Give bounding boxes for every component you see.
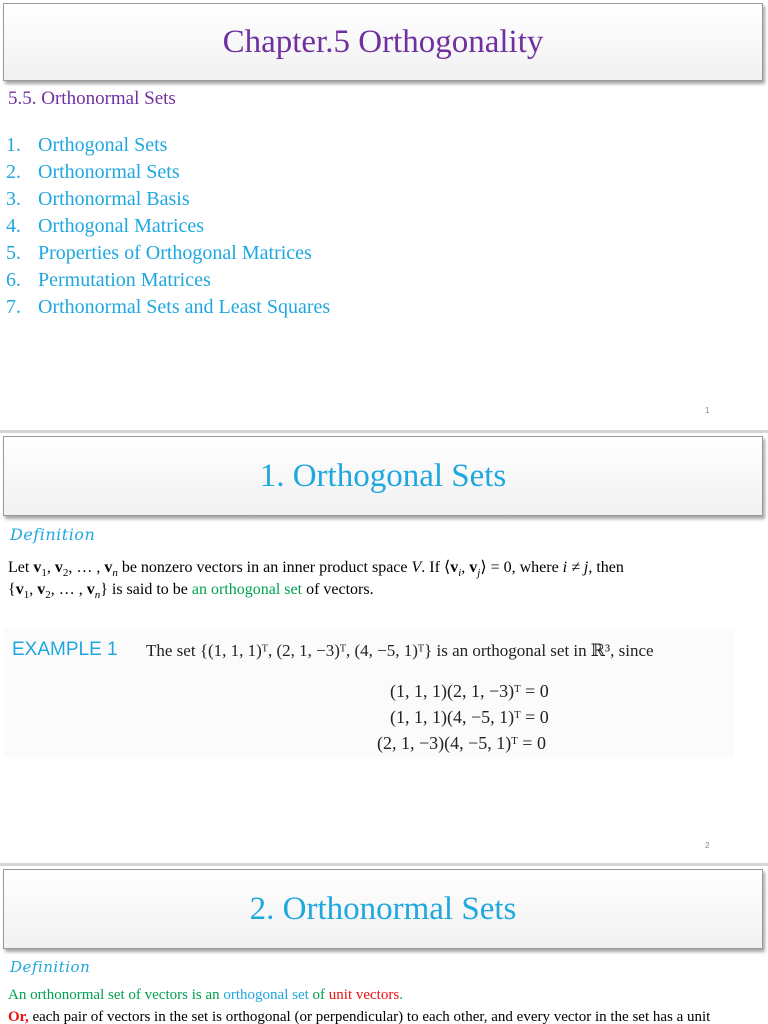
slide-3 bbox=[0, 866, 768, 1024]
definition-label: Definition bbox=[10, 525, 96, 544]
definition-label: Definition bbox=[10, 958, 91, 976]
slide-title-box bbox=[3, 3, 763, 81]
slide-title: 1. Orthogonal Sets bbox=[259, 457, 507, 494]
page-number: 1 bbox=[705, 406, 710, 415]
table-of-contents bbox=[6, 132, 330, 321]
chapter-title: Chapter.5 Orthogonality bbox=[222, 23, 544, 60]
example-box bbox=[4, 629, 734, 757]
orthogonal-set-term: an orthogonal set bbox=[191, 581, 303, 598]
definition-line-1: Let $v_1$, $v_2$, … , $v_n$ be nonzero vectors in an inner product space V. If $⟨v_i$, $v_j⟩ = 0$, where i ≠ j, then bbox=[8, 559, 624, 580]
section-heading: 5.5. Orthonormal Sets bbox=[8, 88, 176, 109]
toc-item[interactable]: 3. Orthonormal Basis bbox=[6, 188, 190, 210]
toc-item[interactable]: 4. Orthogonal Matrices bbox=[6, 215, 205, 237]
example-label: EXAMPLE 1 bbox=[12, 639, 118, 660]
equation: (1, 1, 1)(4, −5, 1)ᵀ = 0 bbox=[390, 707, 549, 727]
definition-line-2: Or, each pair of vectors in the set is orthogonal (or perpendicular) to each other, and every vector in the set has a unit bbox=[8, 1009, 711, 1024]
slide-2 bbox=[0, 433, 768, 863]
slide-title-box bbox=[3, 436, 763, 516]
equation: (1, 1, 1)(2, 1, −3)ᵀ = 0 bbox=[390, 681, 549, 701]
slide-1 bbox=[0, 0, 768, 430]
toc-item[interactable]: 6. Permutation Matrices bbox=[6, 269, 211, 291]
definition-line-1: An orthonormal set of vectors is an orthogonal set of unit vectors. bbox=[8, 987, 403, 1003]
toc-item[interactable]: 2. Orthonormal Sets bbox=[6, 161, 180, 183]
slide-title: 2. Orthonormal Sets bbox=[249, 890, 517, 927]
toc-item[interactable]: 5. Properties of Orthogonal Matrices bbox=[6, 242, 312, 264]
slide-title-box bbox=[3, 869, 763, 949]
page-number: 2 bbox=[705, 841, 710, 850]
definition-line-2: {$v_1$, $v_2$, … , $v_n$} is said to be an orthogonal set of vectors. bbox=[8, 581, 374, 602]
equation: (2, 1, −3)(4, −5, 1)ᵀ = 0 bbox=[377, 733, 546, 753]
example-text: The set {(1, 1, 1)ᵀ, (2, 1, −3)ᵀ, (4, −5, 1)ᵀ} is an orthogonal set in ℝ³, since bbox=[146, 641, 654, 660]
toc-item[interactable]: 1. Orthogonal Sets bbox=[6, 134, 168, 156]
toc-item[interactable]: 7. Orthonormal Sets and Least Squares bbox=[6, 296, 331, 318]
